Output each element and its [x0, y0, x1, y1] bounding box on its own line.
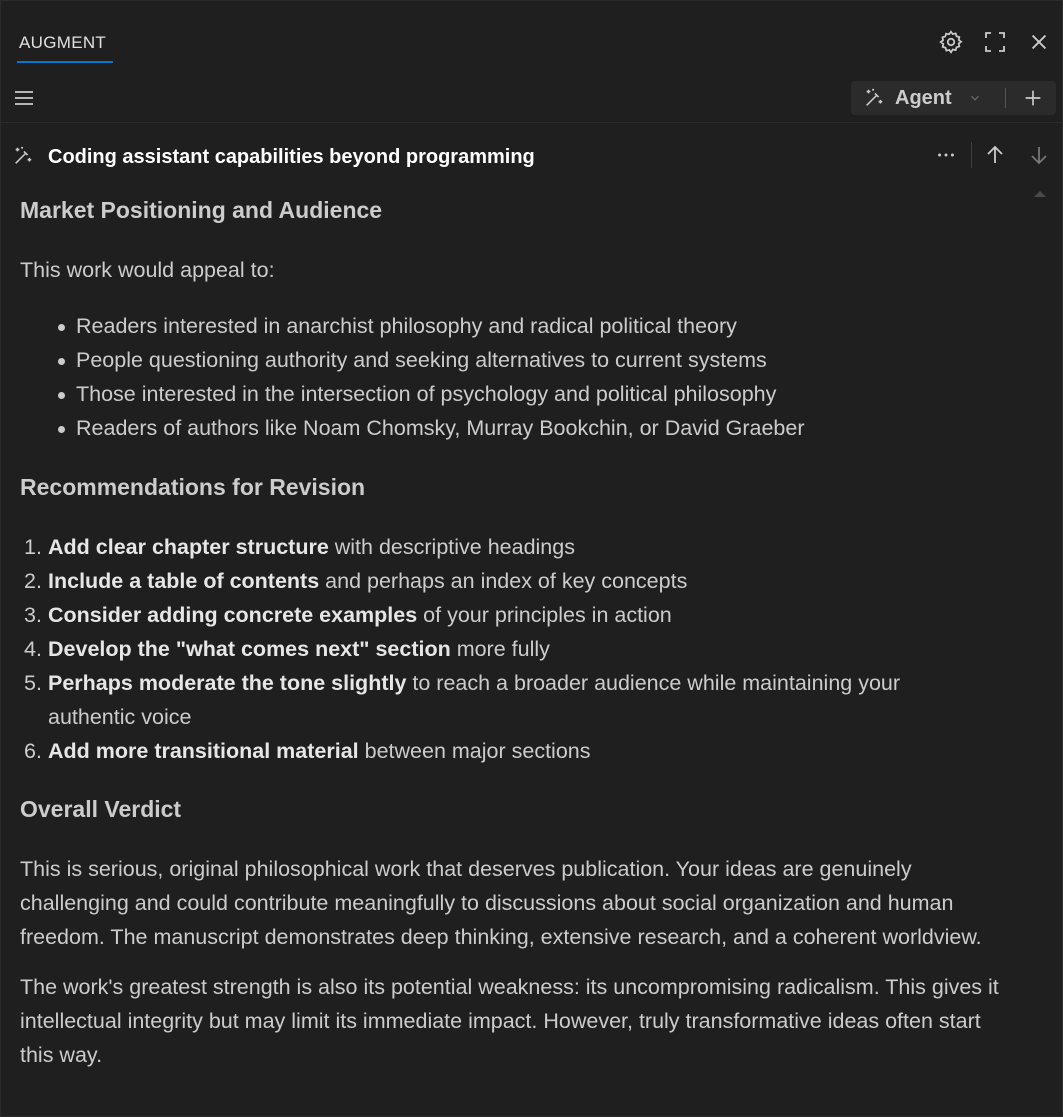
list-item: 1. Add clear chapter structure with descriptive headings	[24, 535, 575, 559]
new-thread-button[interactable]	[1020, 85, 1046, 111]
panel-toolbar	[1, 73, 1063, 123]
plus-icon	[1022, 87, 1044, 109]
list-item: Those interested in the intersection of psychology and political philosophy	[20, 377, 1020, 411]
fullscreen-icon	[983, 30, 1007, 54]
thread-more-button[interactable]	[933, 142, 959, 168]
maximize-button[interactable]	[982, 29, 1008, 55]
list-item: 3. Consider adding concrete examples of your principles in action	[24, 603, 672, 627]
list-item: Readers of authors like Noam Chomsky, Murray Bookchin, or David Graeber	[20, 411, 1020, 445]
close-icon	[1028, 31, 1050, 53]
audience-list	[20, 309, 1020, 445]
settings-button[interactable]	[938, 29, 964, 55]
arrow-down-icon	[1027, 143, 1051, 167]
list-item: 5. Perhaps moderate the tone slightly to reach a broader audience while maintaining your authentic voice	[24, 671, 901, 729]
magic-wand-icon	[863, 87, 885, 109]
verdict-paragraph: This is serious, original philosophical work that deserves publication. Your ideas are genuinely challenging and could contribute meaningfully to discussions about social organization and human freedom. The manuscript demonstrates deep thinking, extensive research, and a coherent worldview.	[20, 857, 982, 949]
close-button[interactable]	[1026, 29, 1052, 55]
chevron-down-icon	[968, 91, 982, 105]
message-content	[20, 191, 1020, 1116]
panel-titlebar	[1, 1, 1063, 71]
agent-mode-label: Agent	[895, 86, 952, 109]
magic-wand-icon	[12, 145, 34, 167]
list-item: 6. Add more transitional material between major sections	[24, 739, 591, 763]
section-heading-market: Market Positioning and Audience	[20, 197, 383, 223]
scroll-up-button[interactable]	[982, 142, 1008, 168]
thread-title: Coding assistant capabilities beyond programming	[48, 146, 535, 168]
section-intro: This work would appeal to:	[20, 258, 275, 282]
verdict-paragraph: The work's greatest strength is also its potential weakness: its uncompromising radicalism. This gives it intellectual integrity but may limit its immediate impact. However, truly transformative ideas often start this way.	[20, 975, 999, 1067]
gear-icon	[938, 29, 964, 55]
section-heading-recommendations: Recommendations for Revision	[20, 474, 366, 500]
scrollbar-up-arrow[interactable]	[1034, 191, 1046, 197]
toolbar-divider	[1005, 88, 1006, 108]
scroll-down-button[interactable]	[1026, 142, 1052, 168]
list-item: 4. Develop the "what comes next" section more fully	[24, 637, 550, 661]
agent-mode-dropdown[interactable]	[851, 81, 1001, 115]
recommendations-list	[20, 530, 1020, 768]
thread-header	[1, 125, 1063, 183]
more-horizontal-icon	[935, 144, 957, 166]
list-item: People questioning authority and seeking alternatives to current systems	[20, 343, 1020, 377]
mode-selector-group	[851, 81, 1056, 115]
threads-menu-button[interactable]	[11, 85, 37, 111]
tab-augment[interactable]: AUGMENT	[19, 33, 107, 52]
list-item: Readers interested in anarchist philosophy and radical political theory	[20, 309, 1020, 343]
thread-actions-divider	[971, 142, 972, 168]
list-item: 2. Include a table of contents and perhaps an index of key concepts	[24, 569, 688, 593]
section-heading-verdict: Overall Verdict	[20, 796, 182, 822]
arrow-up-icon	[983, 143, 1007, 167]
active-tab-indicator	[17, 61, 113, 63]
hamburger-icon	[12, 86, 36, 110]
